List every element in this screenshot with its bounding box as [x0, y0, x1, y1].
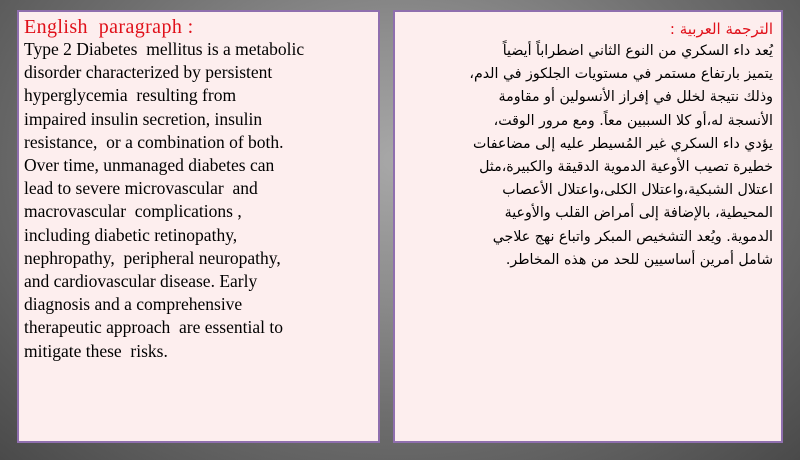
english-heading: English paragraph : — [24, 16, 194, 38]
arabic-translation-panel — [393, 10, 783, 443]
arabic-line: خطيرة تصيب الأوعية الدموية الدقيقة والكبيرة،مثل — [479, 159, 773, 176]
arabic-paragraph — [401, 40, 773, 272]
arabic-line: يؤدي داء السكري غير المُسيطر عليه إلى مضاعفات — [473, 135, 773, 152]
english-paragraph — [24, 38, 374, 363]
english-line: resistance, or a combination of both. — [24, 131, 284, 152]
arabic-heading: الترجمة العربية : — [669, 20, 773, 38]
arabic-line: الأنسجة له،أو كلا السببين معاً. ومع مرور الوقت، — [493, 112, 773, 129]
arabic-line: اعتلال الشبكية،واعتلال الكلى،واعتلال الأعصاب — [502, 182, 773, 199]
english-line: impaired insulin secretion, insulin — [24, 108, 263, 129]
arabic-line: يُعد داء السكري من النوع الثاني اضطراباً أيضياً — [502, 43, 773, 59]
arabic-line: وذلك نتيجة لخلل في إفراز الأنسولين أو مقاومة — [498, 89, 773, 106]
arabic-line: المحيطية، بالإضافة إلى أمراض القلب والأوعية — [504, 205, 773, 222]
arabic-line: الدموية. ويُعد التشخيص المبكر واتباع نهج علاجي — [492, 228, 773, 245]
english-line: macrovascular complications , — [24, 201, 242, 222]
english-line: Type 2 Diabetes mellitus is a metabolic — [24, 39, 305, 59]
english-line: Over time, unmanaged diabetes can — [24, 155, 275, 176]
english-line: and cardiovascular disease. Early — [24, 271, 258, 292]
english-line: including diabetic retinopathy, — [24, 224, 238, 245]
english-line: nephropathy, peripheral neuropathy, — [24, 247, 281, 268]
english-line: therapeutic approach are essential to — [24, 317, 283, 338]
arabic-line: يتميز بارتفاع مستمر في مستويات الجلكوز في الدم، — [469, 66, 773, 83]
english-line: mitigate these risks. — [24, 340, 168, 361]
english-line: disorder characterized by persistent — [24, 62, 273, 83]
english-line: hyperglycemia resulting from — [24, 85, 237, 106]
arabic-line: شامل أمرين أساسيين للحد من هذه المخاطر. — [505, 251, 773, 268]
english-paragraph-panel — [17, 10, 380, 443]
english-line: diagnosis and a comprehensive — [24, 294, 243, 315]
english-line: lead to severe microvascular and — [24, 178, 258, 199]
